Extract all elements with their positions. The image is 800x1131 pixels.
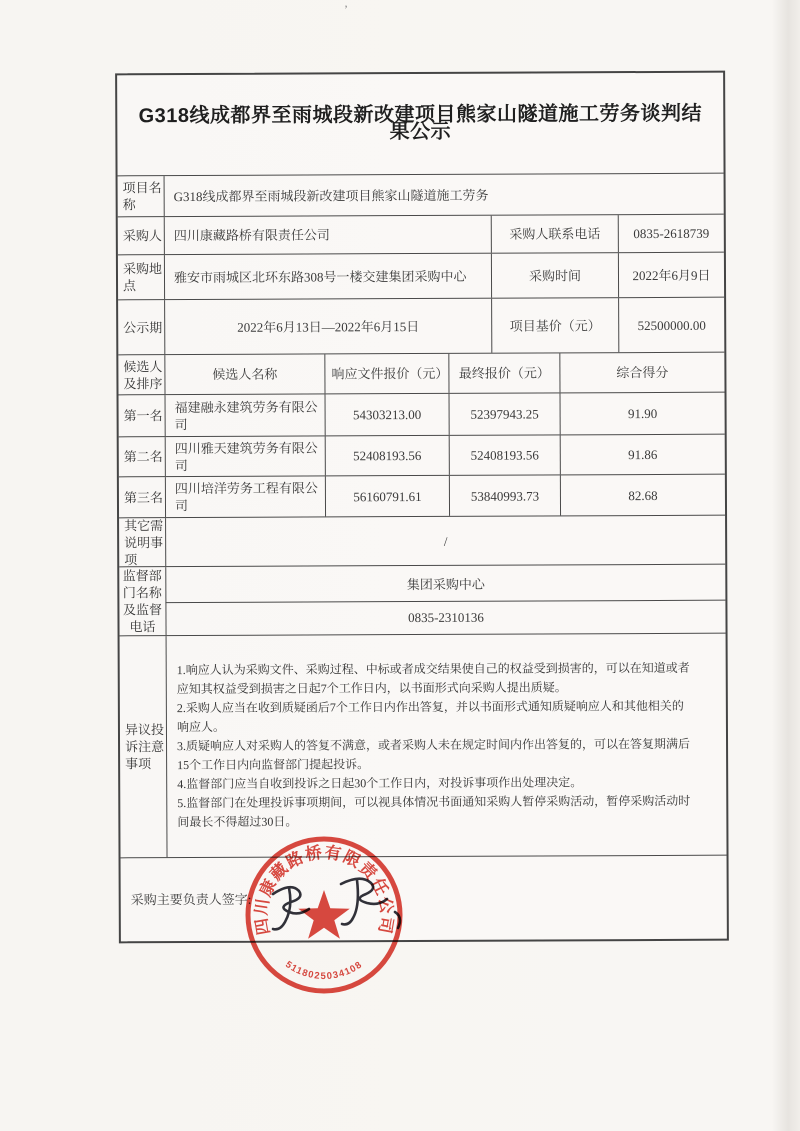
purchase-time-value: 2022年6月9日 bbox=[618, 253, 724, 297]
purchaser-label: 采购人 bbox=[122, 228, 162, 244]
other-notes-row bbox=[119, 515, 725, 567]
candidate-rank: 第一名 bbox=[123, 408, 163, 424]
handwritten-signature bbox=[245, 860, 435, 950]
location-value: 雅安市雨城区北环东路308号一楼交建集团采购中心 bbox=[164, 254, 491, 299]
candidate-score: 82.68 bbox=[560, 475, 725, 516]
purchase-time-label: 采购时间 bbox=[491, 253, 618, 298]
announcement-table bbox=[115, 71, 729, 944]
candidate-rank: 第三名 bbox=[123, 489, 164, 505]
supervision-department: 集团采购中心 bbox=[165, 565, 725, 603]
base-price-value: 52500000.00 bbox=[618, 298, 724, 352]
svg-text:5118025034108 bbox=[283, 959, 365, 982]
location-row bbox=[118, 252, 724, 300]
project-name-row bbox=[118, 173, 724, 217]
purchaser-row bbox=[118, 214, 724, 255]
purchaser-phone-label: 采购人联系电话 bbox=[491, 215, 618, 253]
scan-artifact: ’ bbox=[344, 2, 348, 16]
supervision-row bbox=[119, 564, 725, 636]
other-notes-label: 其它需说明事项 bbox=[124, 518, 164, 567]
project-name-value: G318线成都界至雨城段新改建项目熊家山隧道施工劳务 bbox=[164, 174, 724, 216]
candidate-final-price: 53840993.73 bbox=[449, 475, 560, 515]
candidate-row bbox=[119, 392, 725, 437]
objection-row bbox=[120, 633, 727, 858]
supervision-phone: 0835-2310136 bbox=[165, 600, 725, 635]
candidate-response-price: 56160791.61 bbox=[325, 476, 449, 517]
other-notes-value: / bbox=[165, 516, 725, 566]
purchaser-value: 四川康藏路桥有限责任公司 bbox=[164, 216, 491, 254]
signature-stroke bbox=[273, 888, 290, 929]
signature-label: 采购主要负责人签字: bbox=[130, 891, 252, 908]
objection-text: 1.响应人认为采购文件、采购过程、中标或者成交结果使自己的权益受到损害的，可以在知道或者 应知其权益受到损害之日起7个工作日内，以书面形式向采购人提出质疑。 2.采购人应当在收到质疑函后7个工作日内作出答复，并以书面形式通知质疑响应人和其他相关的 响应人。 3.质疑响应人对采购人的答复不满意，或者采购人未在规定时间内作出答复的，可以在答复期满后 15个工作日内向监督部门提起投诉。 4.监督部门应当自收到投诉之日起30个工作日内，对投诉事项作出处理决定。 5.监督部门在处理投诉事项期间，可以视具体情况书面通知采购人暂停采购活动，暂停采购活动时 间最长不得超过30日。 bbox=[176, 660, 691, 830]
candidates-header-row bbox=[118, 352, 724, 395]
candidate-score: 91.86 bbox=[560, 435, 725, 475]
signature-stroke bbox=[395, 912, 400, 928]
candidates-rank-header: 候选人及排序 bbox=[123, 358, 163, 391]
page-title: G318线成都界至雨城段新改建项目熊家山隧道施工劳务谈判结果公示 bbox=[138, 102, 703, 144]
publicity-label: 公示期 bbox=[123, 319, 163, 335]
candidate-name: 四川培洋劳务工程有限公司 bbox=[165, 476, 325, 517]
candidates-score-header: 综合得分 bbox=[559, 353, 724, 393]
candidate-row bbox=[119, 434, 725, 477]
signature-stroke bbox=[342, 880, 358, 924]
location-label: 采购地点 bbox=[122, 261, 163, 294]
seal-number-text: 5118025034108 bbox=[283, 959, 365, 982]
candidate-row bbox=[119, 474, 725, 518]
project-name-label: 项目名称 bbox=[122, 180, 162, 213]
candidates-name-header: 候选人名称 bbox=[164, 354, 324, 394]
candidate-rank: 第二名 bbox=[123, 449, 163, 465]
candidate-score: 91.90 bbox=[560, 393, 725, 435]
publicity-row bbox=[118, 297, 724, 355]
candidate-name: 四川雅天建筑劳务有限公司 bbox=[165, 436, 325, 476]
candidates-response-price-header: 响应文件报价（元） bbox=[324, 354, 448, 394]
candidate-name: 福建融永建筑劳务有限公司 bbox=[165, 394, 325, 436]
candidate-response-price: 54303213.00 bbox=[325, 394, 449, 436]
signature-stroke bbox=[341, 879, 387, 904]
objection-label: 异议投诉注意事项 bbox=[124, 722, 165, 772]
title-row bbox=[117, 73, 723, 176]
seal-company-text: 四川康藏路桥有限责任公司 bbox=[252, 843, 396, 937]
candidate-final-price: 52397943.25 bbox=[449, 393, 560, 434]
supervision-values bbox=[165, 565, 725, 635]
base-price-label: 项目基价（元） bbox=[491, 298, 618, 353]
candidates-final-price-header: 最终报价（元） bbox=[448, 353, 559, 392]
candidate-response-price: 52408193.56 bbox=[325, 436, 449, 476]
publicity-value: 2022年6月13日—2022年6月15日 bbox=[164, 299, 491, 354]
candidate-final-price: 52408193.56 bbox=[449, 435, 560, 474]
purchaser-phone-value: 0835-2618739 bbox=[618, 215, 724, 252]
supervision-label: 监督部门名称及监督电话 bbox=[122, 568, 162, 635]
